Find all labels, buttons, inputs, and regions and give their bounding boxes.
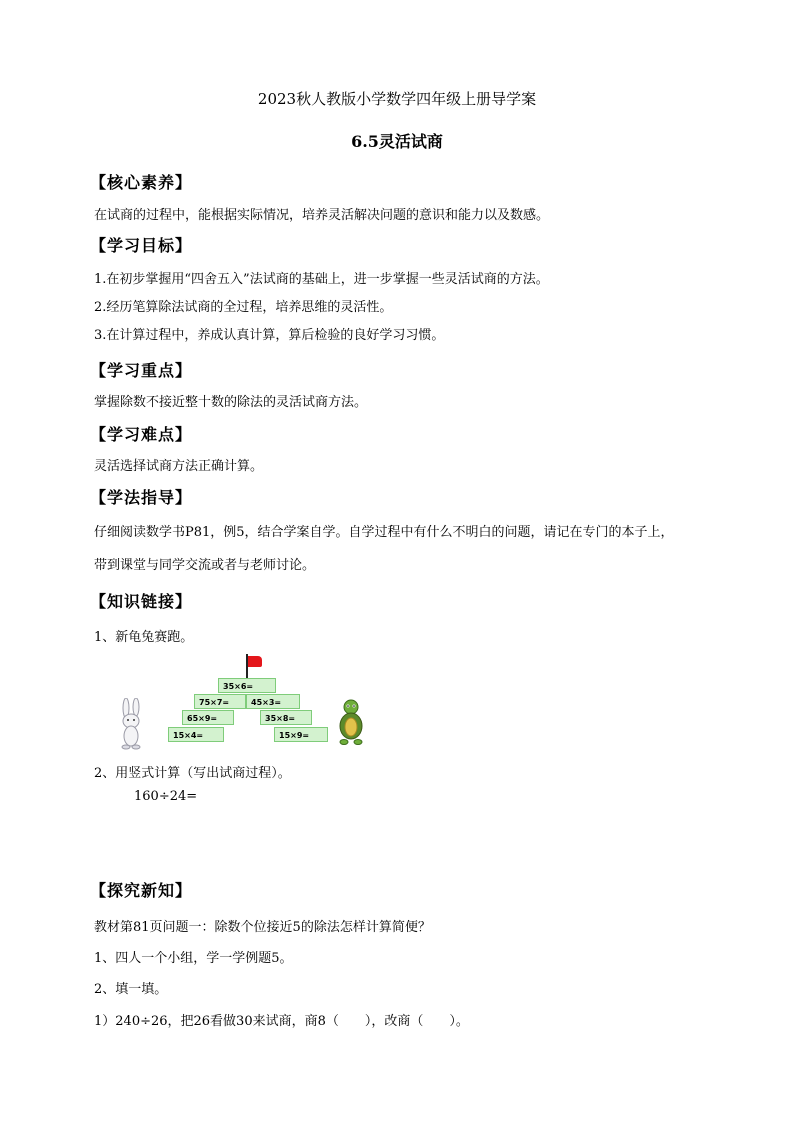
block-35x8: 35×8= bbox=[260, 710, 312, 725]
flag-icon bbox=[248, 656, 262, 667]
turtle-icon bbox=[336, 698, 366, 746]
race-figure bbox=[110, 652, 370, 752]
division-expression: 160÷24= bbox=[134, 789, 198, 804]
block-35x6: 35×6= bbox=[218, 678, 276, 693]
goal-item-3: 3.在计算过程中，养成认真计算，算后检验的良好学习习惯。 bbox=[94, 328, 445, 343]
block-15x9: 15×9= bbox=[274, 727, 328, 742]
goal-item-1: 1.在初步掌握用“四舍五入”法试商的基础上，进一步掌握一些灵活试商的方法。 bbox=[94, 272, 549, 287]
explore-step-2: 2、填一填。 bbox=[94, 982, 168, 997]
key-text: 掌握除数不接近整十数的除法的灵活试商方法。 bbox=[94, 395, 368, 410]
explore-fill-1: 1）240÷26，把26看做30来试商，商8（ ），改商（ ）。 bbox=[94, 1014, 469, 1029]
explore-question: 教材第81页问题一：除数个位接近5的除法怎样计算简便？ bbox=[94, 920, 431, 935]
explore-step-1: 1、四人一个小组，学一学例题5。 bbox=[94, 951, 293, 966]
block-65x9: 65×9= bbox=[182, 710, 234, 725]
block-75x7: 75×7= bbox=[194, 694, 246, 709]
link-item-2: 2、用竖式计算（写出试商过程）。 bbox=[94, 766, 291, 781]
link-item-1: 1、新龟兔赛跑。 bbox=[94, 630, 194, 645]
heading-goals: 【学习目标】 bbox=[90, 236, 193, 255]
heading-core: 【核心素养】 bbox=[90, 173, 193, 192]
block-15x4: 15×4= bbox=[168, 727, 224, 742]
rabbit-icon bbox=[116, 698, 146, 750]
lesson-title: 6.5灵活试商 bbox=[351, 132, 443, 151]
heading-explore: 【探究新知】 bbox=[90, 881, 193, 900]
goal-item-2: 2.经历笔算除法试商的全过程，培养思维的灵活性。 bbox=[94, 300, 393, 315]
method-line-1: 仔细阅读数学书P81，例5，结合学案自学。自学过程中有什么不明白的问题，请记在专门的本子上， bbox=[94, 525, 674, 540]
document-title: 2023秋人教版小学数学四年级上册导学案 bbox=[257, 90, 537, 108]
heading-key: 【学习重点】 bbox=[90, 361, 193, 380]
difficulty-text: 灵活选择试商方法正确计算。 bbox=[94, 459, 264, 474]
block-45x3: 45×3= bbox=[246, 694, 300, 709]
heading-difficulty: 【学习难点】 bbox=[90, 425, 193, 444]
heading-link: 【知识链接】 bbox=[90, 592, 193, 611]
method-line-2: 带到课堂与同学交流或者与老师讨论。 bbox=[94, 558, 316, 573]
heading-method: 【学法指导】 bbox=[90, 488, 193, 507]
core-text: 在试商的过程中，能根据实际情况，培养灵活解决问题的意识和能力以及数感。 bbox=[94, 208, 550, 223]
